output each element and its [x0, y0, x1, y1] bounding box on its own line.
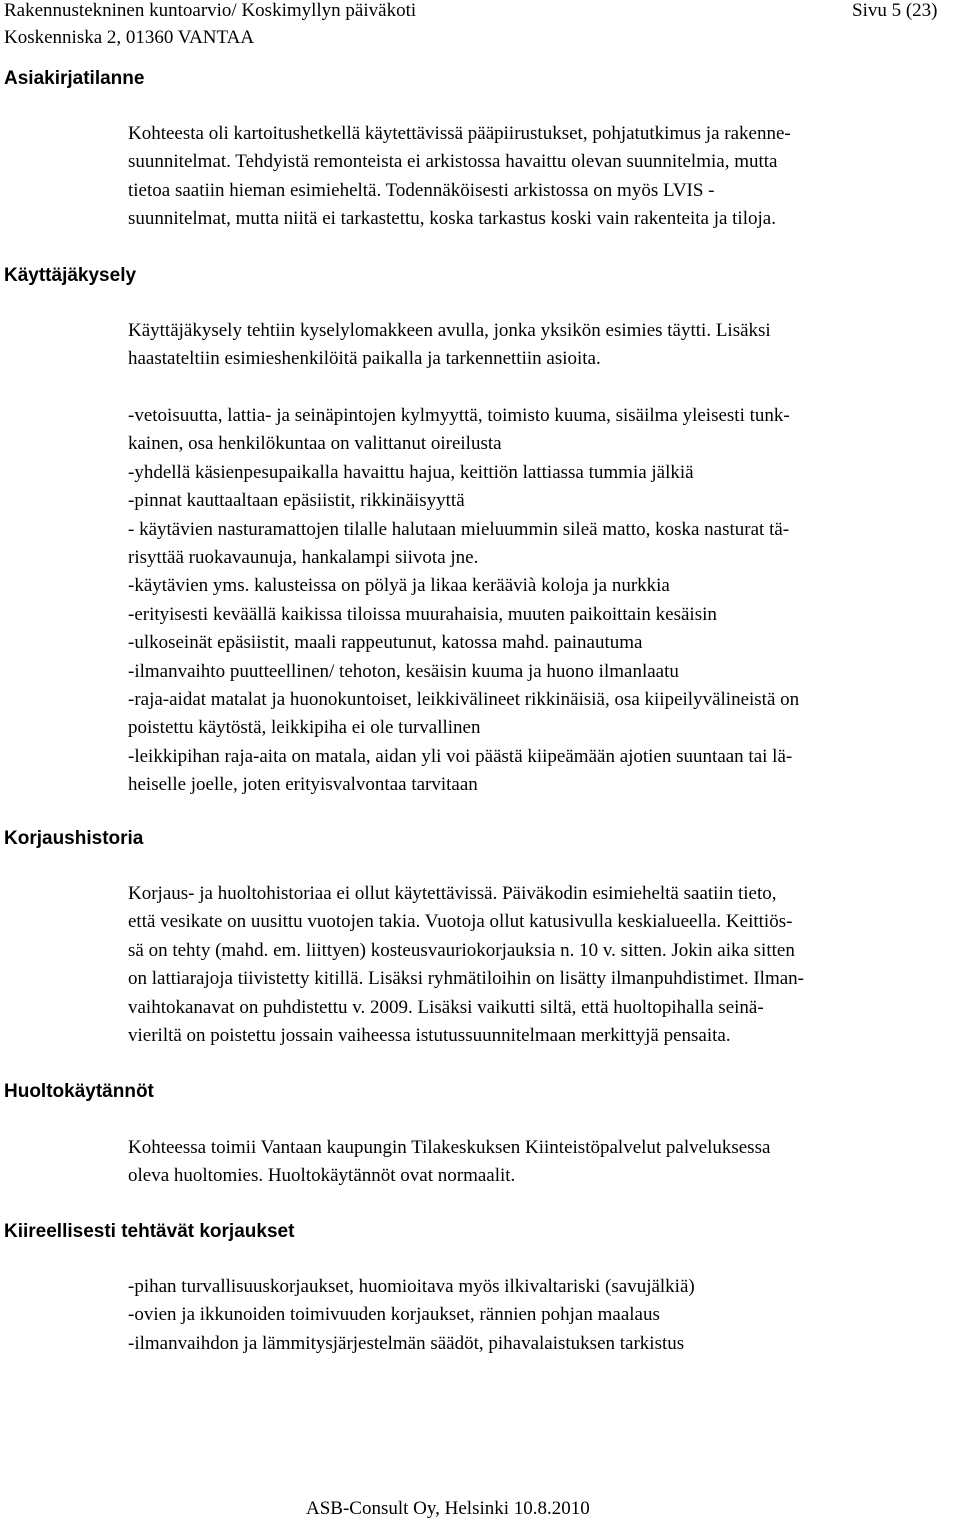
list-item: -ulkoseinät epäsiistit, maali rappeutunut, katossa mahd. painautuma: [128, 632, 643, 654]
paragraph-line: Käyttäjäkysely tehtiin kyselylomakkeen avulla, jonka yksikön esimies täytti. Lisäksi: [128, 320, 771, 341]
list-item: -käytävien yms. kalusteissa on pölyä ja likaa keräävià koloja ja nurkkia: [128, 575, 670, 597]
paragraph-line: on lattiarajoja tiivistetty kitillä. Lisäksi ryhmätiloihin on lisätty ilmanpuhdistimet. Ilman-: [128, 968, 804, 990]
list-item: - käytävien nasturamattojen tilalle halutaan mieluummin sileä matto, koska nasturat tä-: [128, 518, 790, 540]
page-footer: ASB-Consult Oy, Helsinki 10.8.2010: [306, 1498, 590, 1519]
section-heading-kayttajakysely: Käyttäjäkysely: [4, 265, 137, 286]
list-item: -yhdellä käsienpesupaikalla havaittu hajua, keittiön lattiassa tummia jälkiä: [128, 461, 694, 483]
list-item: heiselle joelle, joten erityisvalvontaa tarvitaan: [128, 774, 478, 796]
list-item: -vetoisuutta, lattia- ja seinäpintojen kylmyyttä, toimisto kuuma, sisäilma yleisesti tunk-: [128, 405, 790, 426]
list-item: kainen, osa henkilökuntaa on valittanut oireilusta: [128, 433, 502, 455]
section-body-huoltokaytannot: [128, 1134, 956, 1191]
paragraph-line: tietoa saatiin hieman esimieheltä. Todennäköisesti arkistossa on myös LVIS -: [128, 179, 715, 201]
section-body-korjaushistoria: [128, 880, 956, 1050]
document-address: Koskenniska 2, 01360 VANTAA: [4, 27, 255, 48]
section-heading-korjaushistoria: Korjaushistoria: [4, 828, 144, 849]
section-body-asiakirjatilanne: [128, 120, 956, 234]
paragraph-line: vaihtokanavat on puhdistettu v. 2009. Lisäksi vaikutti siltä, että huoltopihalla seinä-: [128, 996, 764, 1018]
section-body-kiireelliset-korjaukset: [128, 1273, 956, 1358]
list-item: -erityisesti keväällä kaikissa tiloissa muurahaisia, muuten paikoittain kesäisin: [128, 603, 717, 625]
paragraph-line: Korjaus- ja huoltohistoriaa ei ollut käytettävissä. Päiväkodin esimieheltä saatiin tieto,: [128, 883, 777, 904]
paragraph-line: Kohteessa toimii Vantaan kaupungin Tilakeskuksen Kiinteistöpalvelut palveluksessa: [128, 1137, 771, 1158]
paragraph-line: sä on tehty (mahd. em. liittyen) kosteusvauriokorjauksia n. 10 v. sitten. Jokin aika sitten: [128, 939, 795, 961]
list-item: -leikkipihan raja-aita on matala, aidan yli voi päästä kiipeämään ajotien suuntaan tai lä-: [128, 745, 793, 767]
page-number: Sivu 5 (23): [852, 0, 938, 21]
document-title: Rakennustekninen kuntoarvio/ Koskimyllyn päiväkoti: [4, 0, 417, 21]
list-item: -pihan turvallisuuskorjaukset, huomioitava myös ilkivaltariski (savujälkiä): [128, 1276, 695, 1297]
section-heading-asiakirjatilanne: Asiakirjatilanne: [4, 68, 145, 89]
section-body-kayttajakysely-findings: [128, 402, 956, 800]
list-item: poistettu käytöstä, leikkipiha ei ole turvallinen: [128, 717, 481, 739]
paragraph-line: Kohteesta oli kartoitushetkellä käytettävissä pääpiirustukset, pohjatutkimus ja rakenne-: [128, 123, 791, 144]
paragraph-line: vieriltä on poistettu jossain vaiheessa istutussuunnitelmaan merkittyjä pensaita.: [128, 1025, 731, 1047]
section-heading-huoltokaytannot: Huoltokäytännöt: [4, 1081, 154, 1102]
paragraph-line: suunnitelmat. Tehdyistä remonteista ei arkistossa havaittu olevan suunnitelmia, mutta: [128, 151, 778, 173]
list-item: risyttää ruokavaunuja, hankalampi siivota jne.: [128, 547, 479, 569]
paragraph-line: haastateltiin esimieshenkilöitä paikalla ja tarkennettiin asioita.: [128, 348, 601, 370]
list-item: -raja-aidat matalat ja huonokuntoiset, leikkivälineet rikkinäisiä, osa kiipeilyvälineistä on: [128, 689, 800, 711]
list-item: -ilmanvaihdon ja lämmitysjärjestelmän säädöt, pihavalaistuksen tarkistus: [128, 1332, 685, 1354]
section-body-kayttajakysely-intro: [128, 317, 956, 374]
list-item: -ilmanvaihto puutteellinen/ tehoton, kesäisin kuuma ja huono ilmanlaatu: [128, 660, 679, 682]
list-item: -ovien ja ikkunoiden toimivuuden korjaukset, rännien pohjan maalaus: [128, 1304, 660, 1326]
section-heading-kiireelliset-korjaukset: Kiireellisesti tehtävät korjaukset: [4, 1221, 295, 1242]
list-item: -pinnat kauttaaltaan epäsiistit, rikkinäisyyttä: [128, 490, 465, 512]
paragraph-line: suunnitelmat, mutta niitä ei tarkastettu, koska tarkastus koski vain rakenteita ja tiloja.: [128, 208, 776, 230]
paragraph-line: oleva huoltomies. Huoltokäytännöt ovat normaalit.: [128, 1165, 516, 1187]
paragraph-line: että vesikate on uusittu vuotojen takia. Vuotoja ollut katusivulla keskialueella. Keittiös-: [128, 911, 793, 933]
